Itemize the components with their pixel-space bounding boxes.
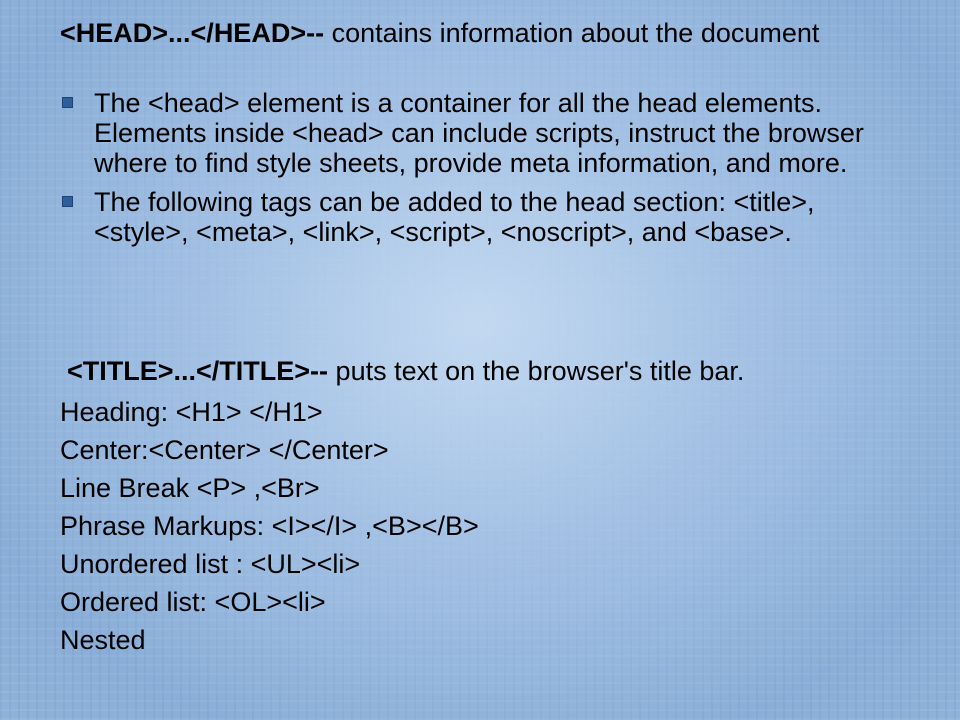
bullet-text: The following tags can be added to the head section: <title>, <style>, <meta>, <link>, <script>, <noscript>, and <base>. (94, 187, 815, 247)
line-heading: Heading: <H1> </H1> (60, 397, 323, 427)
head-bullet-list (60, 88, 890, 256)
square-bullet-icon (62, 196, 73, 207)
title-tag-label: <TITLE>...</TITLE>-- (67, 356, 329, 386)
head-tag-heading (60, 18, 890, 49)
line-unordered-list: Unordered list : <UL><li> (60, 549, 361, 579)
square-bullet-icon (62, 97, 73, 108)
line-line-break: Line Break <P> ,<Br> (60, 473, 320, 503)
bullet-item-head-tags (60, 187, 890, 247)
line-phrase-markups: Phrase Markups: <I></I> ,<B></B> (60, 511, 479, 541)
line-center: Center:<Center> </Center> (60, 435, 389, 465)
title-tag-description: puts text on the browser's title bar. (328, 356, 745, 386)
line-nested: Nested (60, 625, 146, 655)
line-ordered-list: Ordered list: <OL><li> (60, 587, 326, 617)
tag-reference-list (60, 393, 890, 659)
bullet-text: The <head> element is a container for all the head elements. Elements inside <head> can include scripts, instruct the browser where to find style sheets, provide meta information, and more. (94, 88, 864, 178)
bullet-item-head-container (60, 88, 890, 178)
title-tag-heading (67, 356, 897, 387)
head-tag-label: <HEAD>...</HEAD>-- (60, 18, 325, 48)
head-tag-description: contains information about the document (324, 18, 820, 48)
